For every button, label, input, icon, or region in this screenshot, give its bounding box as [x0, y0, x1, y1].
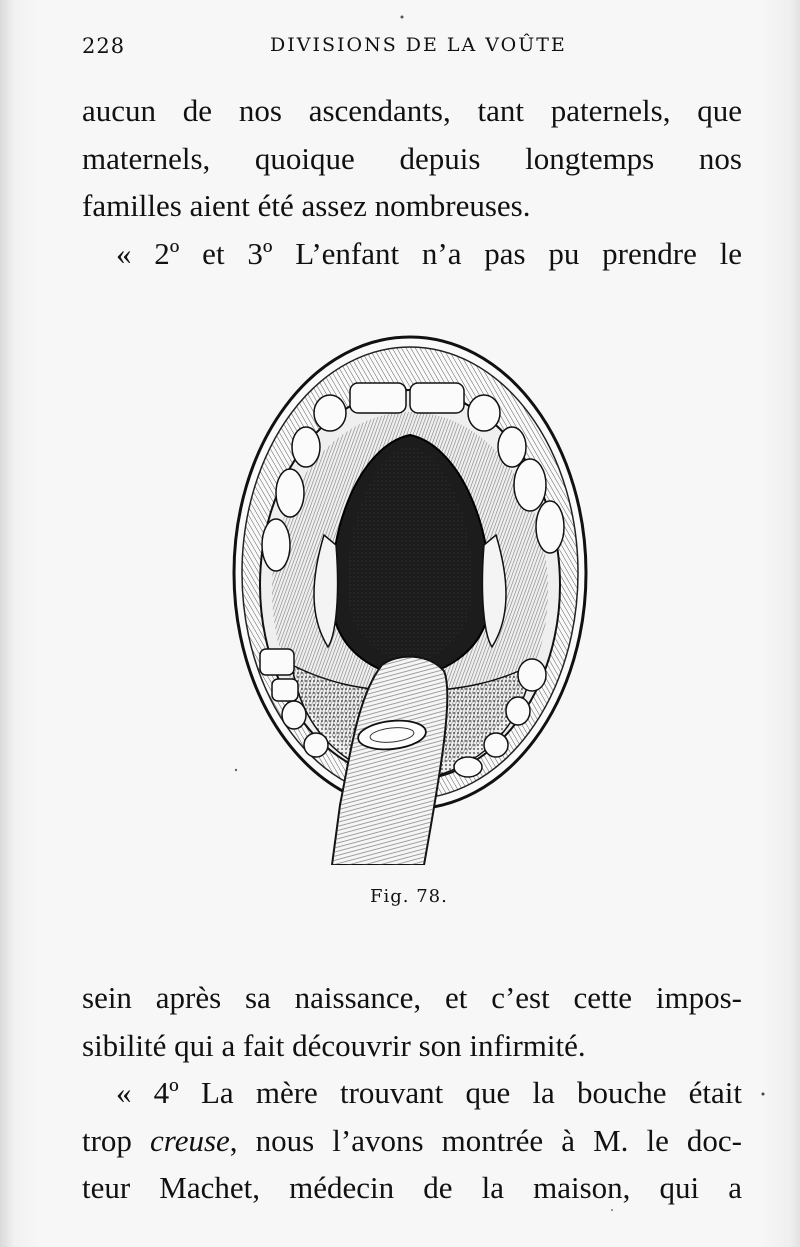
- figure-caption: Fig. 78.: [370, 886, 448, 907]
- body-text-top: [82, 87, 742, 277]
- engraving-illustration: [232, 335, 592, 865]
- text-line: « 2º et 3º L’enfant n’a pas pu prendre le: [116, 235, 742, 271]
- page-number: 228: [82, 34, 126, 58]
- running-head: DIVISIONS DE LA VOÛTE: [270, 34, 567, 56]
- text-run: , nous l’avons montrée à M. le doc-: [229, 1122, 742, 1158]
- text-line: sein après sa naissance, et c’est cette impos-: [82, 980, 742, 1015]
- page-header: [82, 34, 740, 64]
- text-line: teur Machet, médecin de la maison, qui a: [82, 1170, 742, 1205]
- text-line: aucun de nos ascendants, tant paternels, que: [82, 93, 742, 128]
- italic-word: creuse: [150, 1122, 230, 1158]
- text-line: sibilité qui a fait découvrir son infirmité.: [82, 1027, 586, 1063]
- text-line: [82, 1117, 742, 1165]
- text-line: maternels, quoique depuis longtemps nos: [82, 140, 742, 176]
- text-line: « 4º La mère trouvant que la bouche était: [116, 1075, 742, 1110]
- body-text-bottom: [82, 974, 742, 1212]
- text-run: trop: [82, 1122, 151, 1158]
- text-line: familles aient été assez nombreuses.: [82, 188, 531, 223]
- figure-mouth-illustration: [232, 335, 592, 865]
